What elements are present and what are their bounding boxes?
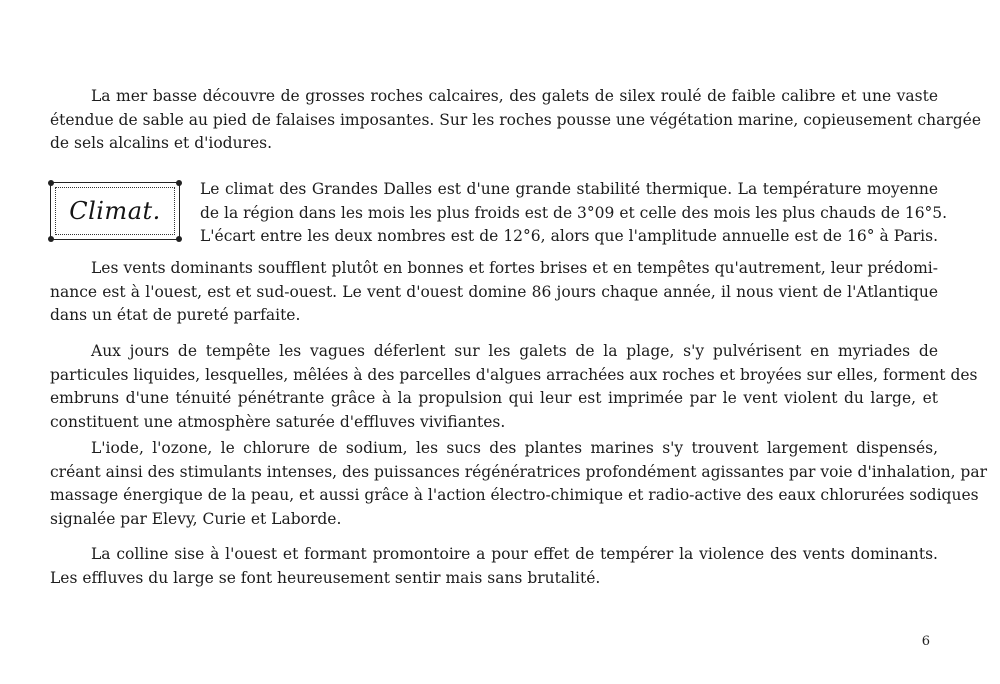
text-line: L'iode, l'ozone, le chlorure de sodium, les sucs des plantes marines s'y trouvent largement dispensés, [91, 439, 938, 457]
text-line: particules liquides, lesquelles, mêlées à des parcelles d'algues arrachées aux roches et broyées sur elles, forment des [50, 365, 978, 384]
text-line: Les effluves du large se font heureusement sentir mais sans brutalité. [50, 568, 601, 587]
text-line: L'écart entre les deux nombres est de 12°6, alors que l'amplitude annuelle est de 16° à Paris. [200, 227, 938, 245]
frame-corner-ornament [176, 180, 182, 186]
paragraph-hill [50, 543, 938, 590]
climat-paragraph [200, 178, 948, 249]
text-line: de la région dans les mois les plus froids est de 3°09 et celle des mois les plus chauds de 16°5. [200, 203, 948, 222]
text-line: étendue de sable au pied de falaises imposantes. Sur les roches pousse une végétation marine, copieusement chargée [50, 110, 981, 129]
text-line: La colline sise à l'ouest et formant promontoire a pour effet de tempérer la violence des vents dominants. [91, 545, 938, 563]
text-line: Les vents dominants soufflent plutôt en bonnes et fortes brises et en tempêtes qu'autrement, leur prédomi- [91, 259, 938, 277]
text-line: de sels alcalins et d'iodures. [50, 134, 273, 152]
paragraph-storm-waves [50, 340, 978, 434]
frame-corner-ornament [48, 236, 54, 242]
text-line: créant ainsi des stimulants intenses, des puissances régénératrices profondément agissantes par voie d'inhalation, par [50, 462, 988, 481]
paragraph-iodine-ozone [50, 437, 988, 531]
climat-heading-frame [50, 182, 180, 240]
page-number: 6 [921, 634, 930, 649]
text-line: Aux jours de tempête les vagues déferlent sur les galets de la plage, s'y pulvérisent en myriades de [91, 342, 938, 360]
frame-corner-ornament [48, 180, 54, 186]
section-heading: Climat. [69, 197, 161, 225]
text-line: Le climat des Grandes Dalles est d'une grande stabilité thermique. La température moyenne [200, 180, 938, 198]
text-line: dans un état de pureté parfaite. [50, 306, 301, 324]
text-line: embruns d'une ténuité pénétrante grâce à la propulsion qui leur est imprimée par le vent violent du large, et [50, 389, 938, 407]
text-line: massage énergique de la peau, et aussi grâce à l'action électro-chimique et radio-active des eaux chlorurées sodiques [50, 486, 979, 504]
paragraph-sea-shore [50, 85, 981, 156]
frame-corner-ornament [176, 236, 182, 242]
text-line: nance est à l'ouest, est et sud-ouest. Le vent d'ouest domine 86 jours chaque année, il nous vient de l'Atlantique [50, 282, 938, 301]
text-line: La mer basse découvre de grosses roches calcaires, des galets de silex roulé de faible calibre et une vaste [91, 87, 938, 105]
text-line: constituent une atmosphère saturée d'effluves vivifiantes. [50, 412, 506, 431]
paragraph-winds [50, 257, 938, 328]
text-line: signalée par Elevy, Curie et Laborde. [50, 509, 342, 528]
